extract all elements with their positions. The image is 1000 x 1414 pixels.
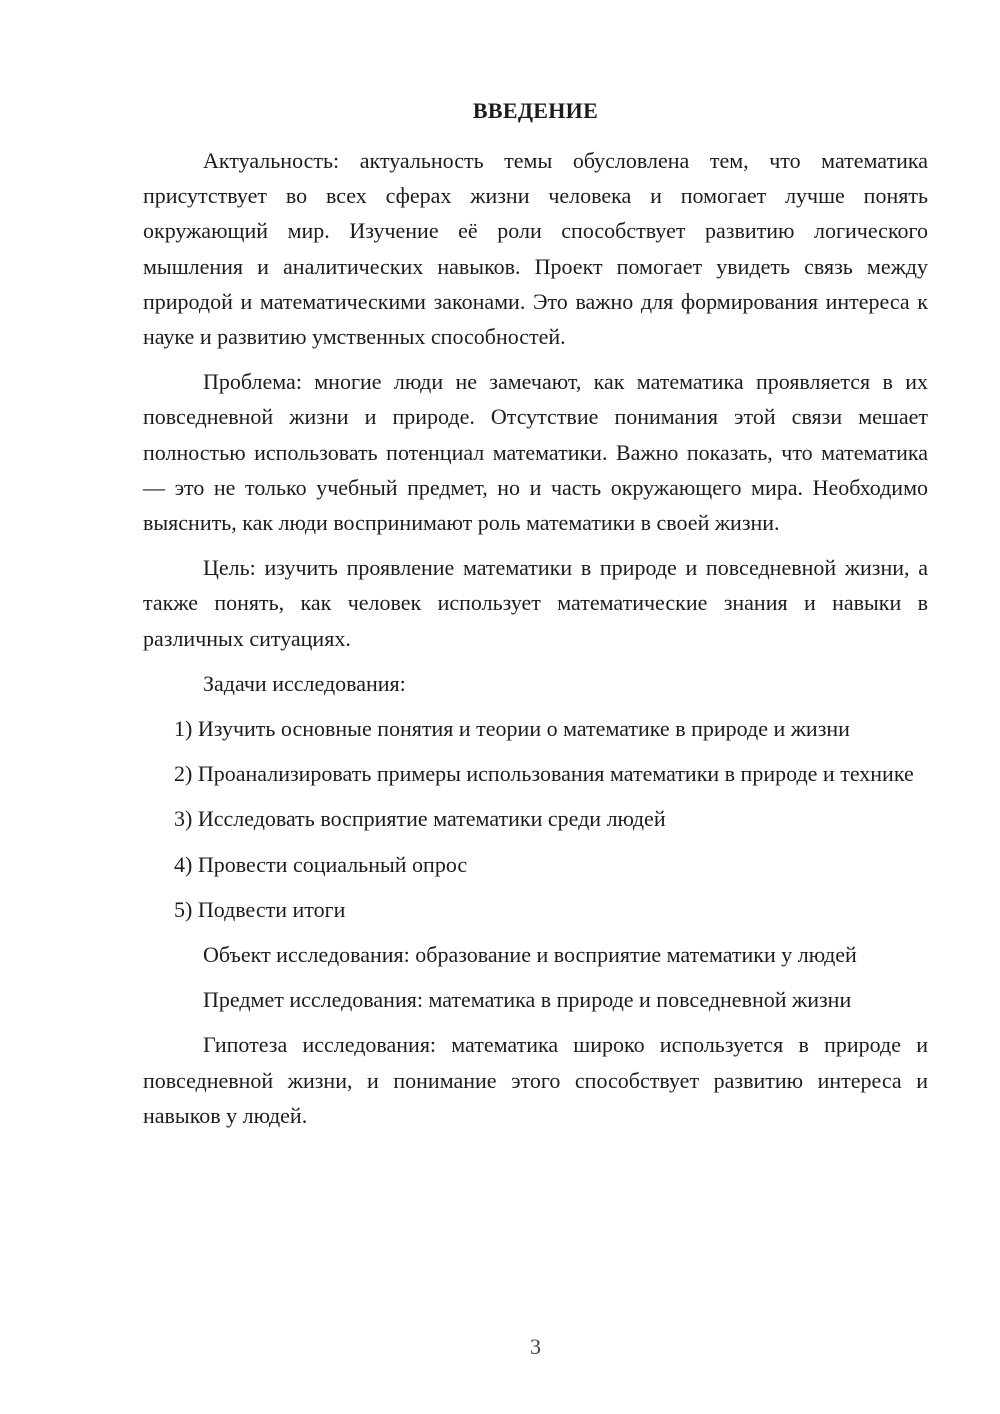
task-item: 1) Изучить основные понятия и теории о математике в природе и жизни bbox=[174, 716, 850, 742]
goal-paragraph: Цель: изучить проявление математики в природе и повседневной жизни, а также понять, как человек использует математические знания и навыки в различных ситуациях. bbox=[143, 555, 928, 651]
relevance-paragraph: Актуальность: актуальность темы обусловлена тем, что математика присутствует во всех сферах жизни человека и помогает лучше понять окружающий мир. Изучение её роли способствует развитию логического мышления и аналитических навыков. Проект помогает увидеть связь между природой и математическими законами. Это важно для формирования интереса к науке и развитию умственных способностей. bbox=[143, 148, 928, 350]
task-item: 4) Провести социальный опрос bbox=[174, 851, 468, 877]
problem-paragraph: Проблема: многие люди не замечают, как математика проявляется в их повседневной жизни и природе. Отсутствие понимания этой связи мешает полностью использовать потенциал математики. Важно показать, что математика — это не только учебный предмет, но и часть окружающего мира. Необходимо выяснить, как люди воспринимают роль математики в своей жизни. bbox=[143, 369, 928, 536]
page-title: ВВЕДЕНИЕ bbox=[472, 98, 599, 123]
document-body bbox=[143, 143, 928, 1143]
subject-paragraph: Предмет исследования: математика в природе и повседневной жизни bbox=[203, 987, 852, 1013]
page-number: 3 bbox=[530, 1334, 541, 1359]
hypothesis-paragraph: Гипотеза исследования: математика широко используется в природе и повседневной жизни, и понимание этого способствует развитию интереса и навыков у людей. bbox=[143, 1032, 928, 1128]
task-item: 2) Проанализировать примеры использования математики в природе и технике bbox=[174, 761, 914, 787]
object-paragraph: Объект исследования: образование и восприятие математики у людей bbox=[203, 942, 857, 968]
tasks-heading: Задачи исследования: bbox=[203, 670, 406, 696]
task-item: 3) Исследовать восприятие математики среди людей bbox=[174, 806, 666, 832]
task-item: 5) Подвести итоги bbox=[174, 896, 346, 922]
